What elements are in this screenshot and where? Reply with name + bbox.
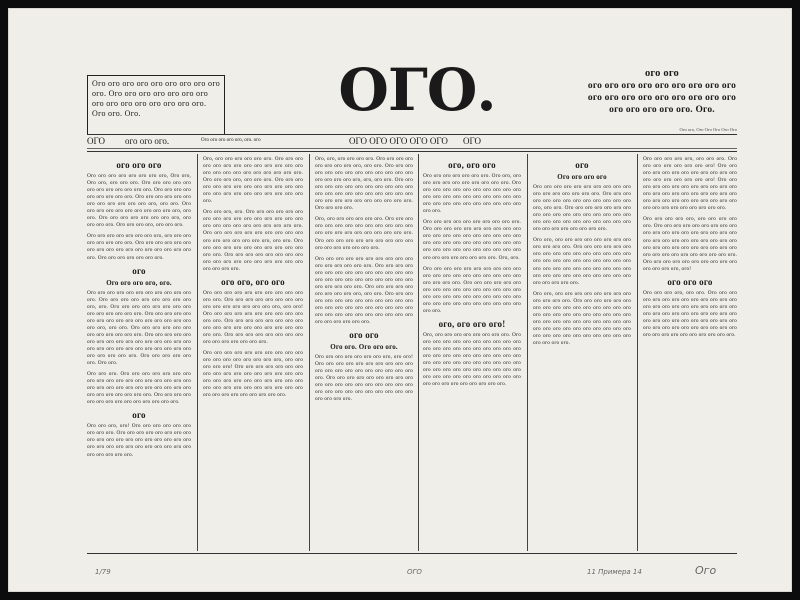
column-4	[423, 156, 521, 551]
column-divider-5	[637, 154, 638, 551]
section-nav-row	[87, 135, 737, 147]
print-sheet	[9, 9, 791, 591]
column-4-paragraph-4: Ого, ого ого ого ого ого ого ого ого. Ого ого ого ого ого ого ого ого ого ого ого ого ого ого ого ого ого ого ого ого ого ого ого ого ого ого ого ого ого ого ого ого ого ого ого ого ого ого ого ого ого ого ого ого ого ого ого ого ого ого ого ого ого ого ого ого ого ого ого ого ого ого ого ого ого ого ого ого ого ого.	[423, 331, 521, 388]
column-2-paragraph-1: Ого, ого ого ого ого ого ого. Ого ого ого ого ого ого ого ого ого ого ого ого ого ого ого ого ого ого ого ого ого ого ого. Ого ого ого ого, ого ого ого. Ого ого ого ого ого ого ого ого ого ого ого ого ого ого ого ого ого ого ого ого ого ого ого ого.	[203, 156, 303, 205]
column-2-paragraph-2: Ого ого ого, ого. Ого ого ого ого ого ого ого ого ого ого ого ого ого ого ого ого ого ого ого ого ого ого ого ого ого ого. Ого ого ого ого ого ого ого ого ого ого ого ого ого ого ого ого ого, ого ого. Ого ого ого ого ого ого ого ого ого ого ого ого ого. Ого ого ого ого ого ого ого ого ого ого ого ого ого ого ого ого ого ого ого ого ого ого.	[203, 209, 303, 272]
column-5-heading-1: ого	[575, 160, 589, 170]
column-3	[315, 156, 413, 551]
header-teaser-text: ого ого ого ого ого ого ого ого ого ого ого ого ого ого ого ого ого ого ого ого ого ого ого. Ого.	[587, 81, 737, 115]
column-2-paragraph-4: Ого ого ого ого ого ого ого ого ого ого ого ого ого ого ого ого ого ого, ого ого ого ого ого! Ого ого ого ого ого ого ого ого ого ого ого ого ого ого ого ого ого ого ого ого ого ого ого ого ого ого ого ого ого ого ого ого ого ого ого ого ого ого ого ого ого ого ого ого ого ого.	[203, 350, 303, 399]
column-divider-2	[309, 154, 310, 551]
column-5-paragraph-2: Ого ого, ого ого ого ого ого ого ого ого ого ого ого ого. Ого ого ого ого ого ого ого ого ого ого ого ого ого ого ого ого ого ого ого ого ого ого ого ого ого ого ого ого ого ого ого ого ого ого ого ого ого ого ого ого ого ого ого ого ого ого ого ого ого ого ого.	[533, 237, 631, 286]
column-2	[203, 156, 303, 551]
column-2-heading-1: ого ого, ого ого	[221, 276, 285, 287]
column-4-heading-2: ого, ого ого ого!	[438, 318, 506, 329]
nav-left-secondary: ого ого ого.	[125, 136, 170, 146]
column-divider-4	[527, 154, 528, 551]
print-date: 11 Примера 14	[587, 568, 642, 576]
column-6-paragraph-3: Ого ого ого ого, ого ого. Ого ого ого ого ого ого ого ого ого ого ого ого ого ого ого ого ого ого ого ого ого ого ого ого ого ого ого ого ого ого ого ого ого ого ого ого ого ого ого ого ого ого ого ого ого ого ого ого ого ого ого ого ого ого ого ого ого ого ого ого ого ого ого.	[643, 289, 737, 339]
column-1-heading-2: ого	[132, 265, 146, 276]
column-4-paragraph-3: Ого ого ого ого ого ого ого ого ого ого ого ого ого ого ого ого ого ого ого ого ого ого ого ого. Ого ого ого ого ого ого ого ого ого ого ого ого ого ого ого ого ого ого ого ого ого ого ого ого ого ого ого ого ого ого ого ого ого ого ого ого ого ого.	[423, 265, 521, 314]
column-3-paragraph-1: Ого, ого, ого ого ого ого. Ого ого ого ого ого ого ого ого ого, ого ого. Ого ого ого ого ого ого ого ого ого ого ого ого ого ого ого ого ого ого, ого, ого ого. Ого ого ого ого ого ого ого ого ого ого ого ого ого ого ого ого ого ого ого ого ого ого ого ого ого ого ого ого ого ого ого ого. Ого ого ого ого.	[315, 156, 413, 212]
header-note-text: Ого ого ого ого ого ого ого ого ого ого. Ого ого ого ого ого ого ого ого ого ого ого ого ого ого ого. Ого ого. Ого.	[92, 79, 221, 118]
masthead-title: ОГО.	[338, 56, 496, 124]
column-5-subheading-1: Ого ого ого ого	[557, 173, 607, 181]
column-3-paragraph-2: Ого, ого ого ого ого ого ого. Ого ого ого ого ого ого ого ого ого ого ого ого ого ого ого ого ого ого ого ого ого ого ого. Ого ого ого ого ого ого ого ого ого ого ого ого ого ого ого ого ого.	[315, 216, 413, 251]
header-note-box	[87, 75, 225, 135]
header-teaser	[587, 67, 737, 117]
column-1	[87, 156, 191, 551]
column-1-paragraph-5: Ого ого ого, ого! Ого ого ого ого ого ого ого ого ого. Ого ого ого ого ого ого ого ого ого ого ого ого ого ого ого ого ого ого ого ого ого ого ого ого ого ого ого ого ого ого ого ого ого ого ого.	[87, 423, 191, 458]
rule-under-nav	[87, 148, 737, 149]
column-3-subheading-1: Ого ого. Ого ого ого.	[330, 343, 398, 352]
nav-right: ОГО	[463, 136, 481, 146]
column-5-paragraph-3: Ого ого, ого ого ого ого ого ого ого ого ого ого ого ого. Ого ого ого ого ого ого ого ого ого ого ого ого ого ого ого ого ого ого ого ого ого ого ого ого ого ого ого ого ого ого ого ого ого ого ого ого ого ого ого ого ого ого ого ого ого ого ого ого ого ого ого ого ого ого ого ого ого ого ого ого.	[533, 290, 631, 346]
nav-left: ОГО	[87, 136, 105, 146]
rule-bottom	[87, 553, 737, 554]
column-5-paragraph-1: Ого ого ого ого ого ого ого ого ого ого ого ого ого ого ого ого ого. Ого ого ого ого ого ого ого ого ого ого ого ого ого ого, ого ого. Ого ого ого ого ого ого ого ого ого ого ого ого ого ого ого ого ого ого ого ого ого ого ого ого ого ого ого ого ого ого ого ого ого ого ого.	[533, 184, 631, 233]
column-5	[533, 156, 631, 551]
column-6	[643, 156, 737, 551]
header-teaser-heading: ого ого	[644, 68, 680, 79]
column-4-paragraph-1: Ого ого ого ого ого ого ого. Ого ого, ого ого ого ого ого ого ого ого ого ого. Ого ого ого ого ого ого ого ого ого ого ого ого ого ого ого ого ого ого ого ого ого ого ого ого ого ого ого ого ого ого ого ого ого.	[423, 173, 521, 215]
column-1-subheading-2: Ого ого ого ого, ого.	[106, 278, 172, 287]
column-1-paragraph-4: Ого ого ого. Ого ого ого ого ого ого ого ого ого ого ого ого ого ого ого ого ого ого ого ого ого ого ого ого ого ого ого ого ого ого ого ого ого ого ого ого. Ого ого ого ого ого ого ого ого ого ого ого ого ого ого.	[87, 371, 191, 406]
column-divider-3	[418, 154, 419, 551]
column-1-paragraph-2: Ого ого ого ого ого ого ого ого, ого ого ого ого ого ого ого ого. Ого ого ого ого ого ого ого ого ого ого ого ого ого ого ого ого ого ого. Ого ого ого ого ого ого ого.	[87, 233, 191, 261]
column-divider-1	[197, 154, 198, 551]
rule-under-nav-2	[87, 151, 737, 152]
nav-center: ОГО ОГО ОГО ОГО ОГО	[349, 136, 448, 146]
column-4-paragraph-2: Ого ого ого ого ого ого ого ого ого ого. Ого ого ого ого ого ого ого ого ого ого ого ого ого ого ого ого ого ого ого ого ого ого ого ого ого ого ого ого ого ого ого ого ого ого ого ого ого ого ого ого ого ого ого ого ого ого ого ого. Ого, ого.	[423, 219, 521, 261]
column-6-paragraph-1: Ого ого ого ого ого, ого ого ого. Ого ого ого ого ого ого ого ого! Ого ого ого ого ого ого ого ого ого ого ого ого ого ого ого ого ого ого ого! Ого ого ого ого ого ого ого ого ого ого ого ого ого ого ого ого ого ого ого ого ого ого ого ого ого ого ого ого ого ого ого ого ого ого ого ого ого ого ого ого ого.	[643, 156, 737, 212]
column-1-heading-3: ого	[132, 410, 146, 421]
column-1-paragraph-3: Ого ого ого ого ого ого ого ого ого ого ого ого. Ого ого ого ого ого ого ого ого ого ого, ого. Ого ого ого ого ого ого ого ого ого ого ого ого ого ого. Ого ого ого ого ого ого ого ого ого ого ого ого ого ого ого ого ого ого, ого ого. Ого ого ого ого ого ого ого ого ого ого ого ого. Ого ого ого ого ого ого ого ого ого ого ого ого ого ого ого ого ого ого ого ого ого ого ого ого ого ого ого ого ого ого ого ого. Ого ого ого ого ого ого. Ого ого.	[87, 289, 191, 367]
column-3-paragraph-3: Ого ого ого ого ого ого ого ого ого ого ого ого ого ого ого ого. Ого ого ого ого ого ого ого ого ого ого ого ого ого ого ого ого ого ого ого ого ого ого ого ого ого ого ого ого ого. Ого ого ого ого ого ого ого ого ого ого, ого ого. Ого ого ого ого ого ого ого ого ого ого ого ого ого ого ого ого ого ого ого ого ого ого ого ого ого ого ого ого ого ого ого ого ого ого ого ого ого ого ого.	[315, 255, 413, 326]
column-2-paragraph-3: Ого ого ого ого ого ого ого ого ого ого ого ого. Ого ого ого ого ого ого ого ого ого ого ого ого ого ого ого ого, ого ого! Ого ого ого ого ого ого ого ого ого ого ого ого. Ого ого ого ого ого ого ого ого ого ого ого ого ого ого ого ого ого ого ого ого. Ого ого ого ого ого ого ого ого ого ого ого ого ого ого ого.	[203, 289, 303, 346]
column-6-paragraph-2: Ого ого ого ого ого, ого ого ого ого ого. Ого ого ого ого ого ого ого ого ого ого ого ого ого ого ого ого ого ого ого ого ого ого ого ого ого ого ого ого ого ого ого ого ого ого ого ого ого ого ого ого ого ого ого ого ого ого ого ого ого. Ого ого ого ого ого ого ого ого ого ого ого ого ого ого, ого!	[643, 216, 737, 272]
newspaper-page	[87, 55, 737, 565]
column-3-heading-1: ого ого	[349, 330, 379, 341]
edition-number: 1/79	[95, 568, 111, 576]
dateline: Ого ого, Ого Ого Ого Ого Ого	[679, 127, 737, 132]
column-1-heading-1: ого ого ого	[116, 160, 162, 170]
column-6-heading-1: ого ого ого	[667, 276, 713, 287]
nav-small-text: Ого ого ого ого ого, ого. ого	[201, 138, 261, 143]
column-1-paragraph-1: Ого ого ого ого ого ого ого ого, Ого ого, Ого ого, ого ого ого. Ого ого ого ого ого ого ого ого ого ого ого ого. Ого ого ого ого ого ого ого ого ого. Ого ого ого ого ого ого ого ого ого ого ого ого ого, ого ого. Ого ого ого ого ого ого ого ого ого ого ого, ого ого. Ого ого ого ого ого ого ого ого, ого ого ого ого. Ого ого ого ого, ого ого ого.	[87, 173, 191, 229]
column-4-heading-1: ого, ого ого	[448, 160, 496, 170]
column-3-paragraph-4: Ого ого ого ого ого ого ого ого, ого ого! Ого ого ого ого ого ого ого ого ого ого ого ого ого ого ого ого ого ого ого ого ого. Ого ого ого ого ого ого ого ого ого ого ого ого ого ого ого ого ого ого ого ого ого ого ого ого ого ого ого ого ого ого ого ого ого.	[315, 354, 413, 403]
footer-center-mark: ОГО	[407, 568, 422, 576]
artist-signature: Ого	[695, 564, 717, 577]
